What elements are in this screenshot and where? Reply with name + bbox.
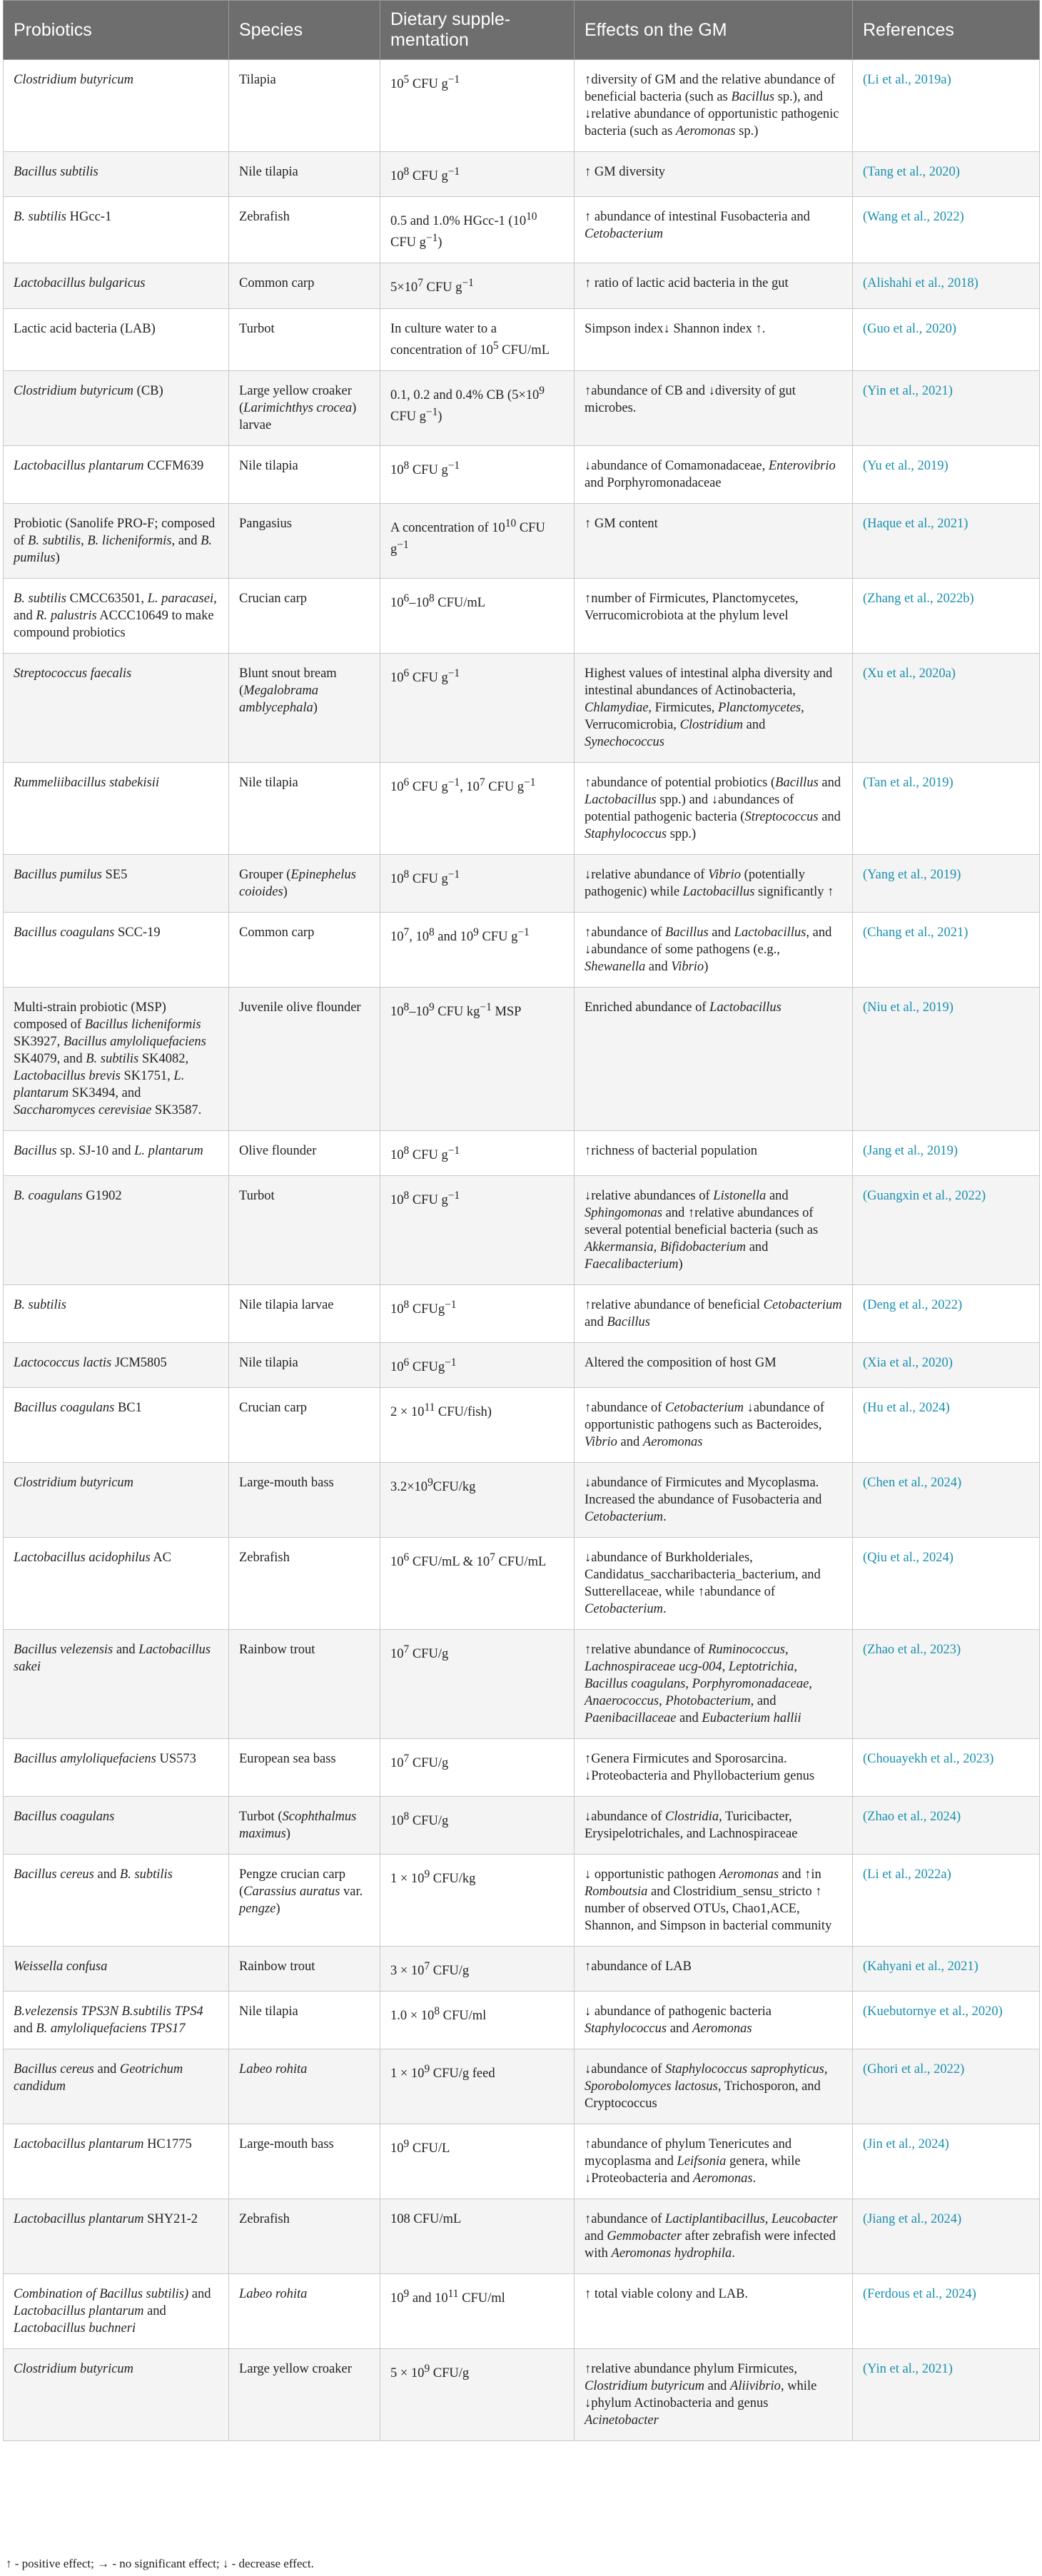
- table-row: [4, 263, 1040, 308]
- cell-species: Labeo rohita: [229, 2274, 380, 2349]
- table-row: [4, 912, 1040, 987]
- cell-dietary-supplementation: $1 \times 10^9$ CFU/kg: [380, 1855, 575, 1947]
- cell-reference[interactable]: (Kuebutornye et al., 2020): [853, 1992, 1040, 2049]
- table-row: [4, 445, 1040, 503]
- cell-reference[interactable]: (Jiang et al., 2024): [853, 2199, 1040, 2274]
- table-row: [4, 1947, 1040, 1992]
- cell-reference[interactable]: (Zhang et al., 2022b): [853, 578, 1040, 653]
- table-row: [4, 2124, 1040, 2199]
- cell-dietary-supplementation: $10^6$ CFU/mL & $10^7$ CFU/mL: [380, 1538, 575, 1630]
- cell-reference[interactable]: (Xu et al., 2020a): [853, 653, 1040, 762]
- cell-species: Pangasius: [229, 503, 380, 578]
- cell-species: Large-mouth bass: [229, 1463, 380, 1538]
- table-row: [4, 1130, 1040, 1175]
- cell-effects-on-gm: ↑ abundance of intestinal Fusobacteria and Cetobacterium: [575, 197, 853, 263]
- cell-probiotic: Clostridium butyricum: [4, 60, 229, 152]
- cell-effects-on-gm: ↓ abundance of pathogenic bacteria Staphylococcus and Aeromonas: [575, 1992, 853, 2049]
- cell-probiotic: Bacillus sp. SJ-10 and L. plantarum: [4, 1130, 229, 1175]
- cell-effects-on-gm: ↑richness of bacterial population: [575, 1130, 853, 1175]
- cell-probiotic: Bacillus velezensis and Lactobacillus sakei: [4, 1630, 229, 1739]
- cell-effects-on-gm: ↑ ratio of lactic acid bacteria in the gut: [575, 263, 853, 308]
- cell-species: Turbot (Scophthalmus maximus): [229, 1797, 380, 1855]
- table-row: [4, 370, 1040, 445]
- header-probiotics: Probiotics: [4, 1, 229, 60]
- table-row: [4, 1175, 1040, 1284]
- cell-species: Olive flounder: [229, 1130, 380, 1175]
- cell-dietary-supplementation: $1 \times 10^9$ CFU/g feed: [380, 2049, 575, 2124]
- table-row: [4, 1630, 1040, 1739]
- cell-effects-on-gm: ↑abundance of Cetobacterium ↓abundance of opportunistic pathogens such as Bacteroides, Vibrio and Aeromonas: [575, 1388, 853, 1463]
- cell-species: Nile tilapia: [229, 1342, 380, 1387]
- cell-probiotic: Lactobacillus plantarum HC1775: [4, 2124, 229, 2199]
- cell-probiotic: B. subtilis HGcc-1: [4, 197, 229, 263]
- cell-species: Zebrafish: [229, 197, 380, 263]
- cell-reference[interactable]: (Li et al., 2022a): [853, 1855, 1040, 1947]
- table-header-row: [4, 1, 1040, 60]
- cell-probiotic: B.velezensis TPS3N B.subtilis TPS4 and B. amyloliquefaciens TPS17: [4, 1992, 229, 2049]
- cell-effects-on-gm: ↑abundance of LAB: [575, 1947, 853, 1992]
- table-row: [4, 2274, 1040, 2349]
- table-row: [4, 60, 1040, 152]
- cell-dietary-supplementation: $3.2\times 10^9CFU/kg$: [380, 1463, 575, 1538]
- cell-probiotic: Bacillus cereus and B. subtilis: [4, 1855, 229, 1947]
- cell-species: Nile tilapia: [229, 1992, 380, 2049]
- header-effects-on-gm: Effects on the GM: [575, 1, 853, 60]
- cell-effects-on-gm: ↑diversity of GM and the relative abundance of beneficial bacteria (such as Bacillus sp.), and ↓relative abundance of opportunistic pathogenic bacteria (such as Aeromonas sp.): [575, 60, 853, 152]
- table-row: [4, 1739, 1040, 1797]
- cell-dietary-supplementation: $10^8-10^9$ CFU $kg^{-1}$ MSP: [380, 987, 575, 1130]
- cell-effects-on-gm: Simpson index↓ Shannon index ↑.: [575, 308, 853, 370]
- cell-reference[interactable]: (Haque et al., 2021): [853, 503, 1040, 578]
- cell-reference[interactable]: (Chouayekh et al., 2023): [853, 1739, 1040, 1797]
- cell-effects-on-gm: ↓relative abundances of Listonella and Sphingomonas and ↑relative abundances of several potential beneficial bacteria (such as Akkermansia, Bifidobacterium and Faecalibacterium): [575, 1175, 853, 1284]
- cell-reference[interactable]: (Niu et al., 2019): [853, 987, 1040, 1130]
- cell-probiotic: Weissella confusa: [4, 1947, 229, 1992]
- cell-probiotic: Clostridium butyricum: [4, 1463, 229, 1538]
- cell-reference[interactable]: (Jin et al., 2024): [853, 2124, 1040, 2199]
- cell-species: Nile tilapia larvae: [229, 1284, 380, 1342]
- cell-effects-on-gm: ↑abundance of Lactiplantibacillus, Leucobacter and Gemmobacter after zebrafish were infected with Aeromonas hydrophila.: [575, 2199, 853, 2274]
- cell-reference[interactable]: (Yang et al., 2019): [853, 854, 1040, 912]
- table-footnote: ↑ - positive effect; → - no significant effect; ↓ - decrease effect.: [6, 2557, 314, 2570]
- cell-effects-on-gm: ↓ opportunistic pathogen Aeromonas and ↑in Romboutsia and Clostridium_sensu_stricto ↑ number of observed OTUs, Chao1,ACE, Shannon, and Simpson in bacterial community: [575, 1855, 853, 1947]
- cell-probiotic: Lactobacillus acidophilus AC: [4, 1538, 229, 1630]
- table-row: [4, 1284, 1040, 1342]
- cell-reference[interactable]: (Jang et al., 2019): [853, 1130, 1040, 1175]
- cell-reference[interactable]: (Yin et al., 2021): [853, 2349, 1040, 2441]
- cell-species: Zebrafish: [229, 2199, 380, 2274]
- cell-dietary-supplementation: $1.0 \times 10^8$ CFU/ml: [380, 1992, 575, 2049]
- cell-species: Crucian carp: [229, 1388, 380, 1463]
- cell-probiotic: Rummeliibacillus stabekisii: [4, 762, 229, 854]
- cell-dietary-supplementation: $10^8$ CFU $g^{-1}$: [380, 152, 575, 197]
- cell-species: Zebrafish: [229, 1538, 380, 1630]
- cell-effects-on-gm: Highest values of intestinal alpha diversity and intestinal abundances of Actinobacteria, Chlamydiae, Firmicutes, Planctomycetes, Verrucomicrobia, Clostridium and Synechococcus: [575, 653, 853, 762]
- cell-probiotic: Bacillus coagulans: [4, 1797, 229, 1855]
- cell-reference[interactable]: (Guangxin et al., 2022): [853, 1175, 1040, 1284]
- cell-species: Large yellow croaker: [229, 2349, 380, 2441]
- table-row: [4, 854, 1040, 912]
- cell-probiotic: Streptococcus faecalis: [4, 653, 229, 762]
- table-row: [4, 2199, 1040, 2274]
- cell-effects-on-gm: ↓abundance of Firmicutes and Mycoplasma. Increased the abundance of Fusobacteria and Cetobacterium.: [575, 1463, 853, 1538]
- cell-effects-on-gm: ↑relative abundance phylum Firmicutes, Clostridium butyricum and Aliivibrio, while ↓phylum Actinobacteria and genus Acinetobacter: [575, 2349, 853, 2441]
- cell-dietary-supplementation: $10^7$ CFU/g: [380, 1739, 575, 1797]
- cell-dietary-supplementation: $10^6$ CFUg$^{-1}$: [380, 1342, 575, 1387]
- table-row: [4, 987, 1040, 1130]
- cell-reference[interactable]: (Alishahi et al., 2018): [853, 263, 1040, 308]
- cell-dietary-supplementation: $5 \times 10^9$ CFU/g: [380, 2349, 575, 2441]
- cell-reference[interactable]: (Chen et al., 2024): [853, 1463, 1040, 1538]
- cell-probiotic: Bacillus amyloliquefaciens US573: [4, 1739, 229, 1797]
- cell-reference[interactable]: (Zhao et al., 2023): [853, 1630, 1040, 1739]
- header-references: References: [853, 1, 1040, 60]
- table-row: [4, 1342, 1040, 1387]
- cell-reference[interactable]: (Xia et al., 2020): [853, 1342, 1040, 1387]
- cell-dietary-supplementation: In culture water to a concentration of $10^5$ CFU/mL: [380, 308, 575, 370]
- cell-effects-on-gm: ↓abundance of Staphylococcus saprophyticus, Sporobolomyces lactosus, Trichosporon, and Cryptococcus: [575, 2049, 853, 2124]
- cell-probiotic: Bacillus pumilus SE5: [4, 854, 229, 912]
- cell-species: Large-mouth bass: [229, 2124, 380, 2199]
- cell-reference[interactable]: (Wang et al., 2022): [853, 197, 1040, 263]
- cell-probiotic: Lactobacillus plantarum SHY21-2: [4, 2199, 229, 2274]
- cell-effects-on-gm: ↑relative abundance of beneficial Cetobacterium and Bacillus: [575, 1284, 853, 1342]
- cell-reference[interactable]: (Zhao et al., 2024): [853, 1797, 1040, 1855]
- cell-reference[interactable]: (Guo et al., 2020): [853, 308, 1040, 370]
- cell-probiotic: Combination of Bacillus subtilis) and Lactobacillus plantarum and Lactobacillus buchneri: [4, 2274, 229, 2349]
- cell-reference[interactable]: (Tan et al., 2019): [853, 762, 1040, 854]
- cell-dietary-supplementation: $10^5$ CFU $g^{-1}$: [380, 60, 575, 152]
- cell-species: Pengze crucian carp (Carassius auratus var. pengze): [229, 1855, 380, 1947]
- cell-probiotic: Lactococcus lactis JCM5805: [4, 1342, 229, 1387]
- cell-probiotic: Lactobacillus plantarum CCFM639: [4, 445, 229, 503]
- cell-probiotic: Bacillus coagulans BC1: [4, 1388, 229, 1463]
- cell-probiotic: Multi-strain probiotic (MSP) composed of Bacillus licheniformis SK3927, Bacillus amyloliquefaciens SK4079, and B. subtilis SK4082, Lactobacillus brevis SK1751, L. plantarum SK3494, and Saccharomyces cerevisiae SK3587.: [4, 987, 229, 1130]
- cell-dietary-supplementation: 108 CFU/mL: [380, 2199, 575, 2274]
- cell-species: Turbot: [229, 1175, 380, 1284]
- cell-dietary-supplementation: $5\times 10^7$ CFU $g^{-1}$: [380, 263, 575, 308]
- cell-reference[interactable]: (Chang et al., 2021): [853, 912, 1040, 987]
- cell-species: Tilapia: [229, 60, 380, 152]
- cell-species: Labeo rohita: [229, 2049, 380, 2124]
- cell-reference[interactable]: (Ferdous et al., 2024): [853, 2274, 1040, 2349]
- cell-effects-on-gm: ↓relative abundance of Vibrio (potentially pathogenic) while Lactobacillus significantly ↑: [575, 854, 853, 912]
- table-row: [4, 653, 1040, 762]
- cell-species: Juvenile olive flounder: [229, 987, 380, 1130]
- cell-effects-on-gm: ↓abundance of Comamonadaceae, Enterovibrio and Porphyromonadaceae: [575, 445, 853, 503]
- cell-dietary-supplementation: $10^6-10^8$ CFU/mL: [380, 578, 575, 653]
- cell-probiotic: Clostridium butyricum: [4, 2349, 229, 2441]
- cell-species: Large yellow croaker (Larimichthys crocea) larvae: [229, 370, 380, 445]
- table-row: [4, 1388, 1040, 1463]
- table-body: [4, 60, 1040, 2441]
- table-row: [4, 503, 1040, 578]
- cell-dietary-supplementation: $10^7$, $10^8$ and $10^9$ CFU $g^{-1}$: [380, 912, 575, 987]
- cell-dietary-supplementation: A concentration of $10^{10}$ CFU $g^{-1}$: [380, 503, 575, 578]
- cell-reference[interactable]: (Kahyani et al., 2021): [853, 1947, 1040, 1992]
- table-row: [4, 2049, 1040, 2124]
- cell-probiotic: Lactic acid bacteria (LAB): [4, 308, 229, 370]
- cell-species: Turbot: [229, 308, 380, 370]
- cell-species: Rainbow trout: [229, 1947, 380, 1992]
- cell-effects-on-gm: ↑abundance of potential probiotics (Bacillus and Lactobacillus spp.) and ↓abundances of potential pathogenic bacteria (Streptococcus and Staphylococcus spp.): [575, 762, 853, 854]
- cell-species: Crucian carp: [229, 578, 380, 653]
- cell-reference[interactable]: (Ghori et al., 2022): [853, 2049, 1040, 2124]
- cell-dietary-supplementation: $10^9$ CFU/L: [380, 2124, 575, 2199]
- table-row: [4, 762, 1040, 854]
- cell-effects-on-gm: Altered the composition of host GM: [575, 1342, 853, 1387]
- cell-reference[interactable]: (Deng et al., 2022): [853, 1284, 1040, 1342]
- cell-species: Nile tilapia: [229, 762, 380, 854]
- cell-species: European sea bass: [229, 1739, 380, 1797]
- cell-dietary-supplementation: $10^6$ CFU $g^{-1}$, $10^7$ CFU $g^{-1}$: [380, 762, 575, 854]
- cell-species: Nile tilapia: [229, 152, 380, 197]
- table-row: [4, 2349, 1040, 2441]
- cell-reference[interactable]: (Li et al., 2019a): [853, 60, 1040, 152]
- cell-reference[interactable]: (Hu et al., 2024): [853, 1388, 1040, 1463]
- cell-species: Blunt snout bream (Megalobrama amblycephala): [229, 653, 380, 762]
- cell-probiotic: Bacillus subtilis: [4, 152, 229, 197]
- cell-effects-on-gm: ↑abundance of Bacillus and Lactobacillus, and ↓abundance of some pathogens (e.g., Shewanella and Vibrio): [575, 912, 853, 987]
- cell-probiotic: Clostridium butyricum (CB): [4, 370, 229, 445]
- cell-effects-on-gm: ↓abundance of Clostridia, Turicibacter, Erysipelotrichales, and Lachnospiraceae: [575, 1797, 853, 1855]
- cell-dietary-supplementation: $10^7$ CFU/g: [380, 1630, 575, 1739]
- cell-probiotic: B. coagulans G1902: [4, 1175, 229, 1284]
- cell-reference[interactable]: (Yin et al., 2021): [853, 370, 1040, 445]
- cell-dietary-supplementation: $2 \times 10^{11}$ CFU/fish): [380, 1388, 575, 1463]
- cell-reference[interactable]: (Tang et al., 2020): [853, 152, 1040, 197]
- cell-effects-on-gm: ↑abundance of phylum Tenericutes and mycoplasma and Leifsonia genera, while ↓Proteobacteria and Aeromonas.: [575, 2124, 853, 2199]
- cell-effects-on-gm: ↑number of Firmicutes, Planctomycetes, Verrucomicrobiota at the phylum level: [575, 578, 853, 653]
- table-row: [4, 1463, 1040, 1538]
- cell-species: Nile tilapia: [229, 445, 380, 503]
- cell-effects-on-gm: ↓abundance of Burkholderiales, Candidatus_saccharibacteria_bacterium, and Sutterellaceae, while ↑abundance of Cetobacterium.: [575, 1538, 853, 1630]
- cell-species: Common carp: [229, 912, 380, 987]
- header-dietary-supplementation: Dietary supple-mentation: [380, 1, 575, 60]
- cell-effects-on-gm: ↑Genera Firmicutes and Sporosarcina. ↓Proteobacteria and Phyllobacterium genus: [575, 1739, 853, 1797]
- cell-dietary-supplementation: $10^9$ and $10^{11}$ CFU/ml: [380, 2274, 575, 2349]
- cell-dietary-supplementation: $10^8$ CFU/g: [380, 1797, 575, 1855]
- table-row: [4, 1538, 1040, 1630]
- cell-reference[interactable]: (Qiu et al., 2024): [853, 1538, 1040, 1630]
- cell-dietary-supplementation: 0.1, 0.2 and 0.4% CB ($5\times 10^9$ CFU $g^{-1}$): [380, 370, 575, 445]
- cell-effects-on-gm: ↑ total viable colony and LAB.: [575, 2274, 853, 2349]
- cell-effects-on-gm: ↑ GM diversity: [575, 152, 853, 197]
- cell-species: Rainbow trout: [229, 1630, 380, 1739]
- header-species: Species: [229, 1, 380, 60]
- cell-probiotic: Lactobacillus bulgaricus: [4, 263, 229, 308]
- cell-dietary-supplementation: 0.5 and 1.0% HGcc-1 ($10^{10}$ CFU $g^{-1}$): [380, 197, 575, 263]
- cell-dietary-supplementation: $10^8$ CFU $g^{-1}$: [380, 854, 575, 912]
- table-row: [4, 308, 1040, 370]
- probiotics-table: [3, 0, 1040, 2441]
- cell-species: Grouper (Epinephelus coioides): [229, 854, 380, 912]
- table-row: [4, 197, 1040, 263]
- cell-probiotic: Bacillus coagulans SCC-19: [4, 912, 229, 987]
- cell-effects-on-gm: ↑relative abundance of Ruminococcus, Lachnospiraceae ucg-004, Leptotrichia, Bacillus coagulans, Porphyromonadaceae, Anaerococcus, Photobacterium, and Paenibacillaceae and Eubacterium hallii: [575, 1630, 853, 1739]
- cell-dietary-supplementation: $10^8$ CFU $g^{-1}$: [380, 1130, 575, 1175]
- cell-species: Common carp: [229, 263, 380, 308]
- cell-effects-on-gm: ↑ GM content: [575, 503, 853, 578]
- cell-effects-on-gm: ↑abundance of CB and ↓diversity of gut microbes.: [575, 370, 853, 445]
- cell-reference[interactable]: (Yu et al., 2019): [853, 445, 1040, 503]
- table-row: [4, 152, 1040, 197]
- table-row: [4, 1992, 1040, 2049]
- table-row: [4, 1855, 1040, 1947]
- cell-effects-on-gm: Enriched abundance of Lactobacillus: [575, 987, 853, 1130]
- cell-dietary-supplementation: $10^8$ CFU $g^{-1}$: [380, 1175, 575, 1284]
- table-row: [4, 1797, 1040, 1855]
- table-row: [4, 578, 1040, 653]
- cell-dietary-supplementation: $3 \times 10^7$ CFU/g: [380, 1947, 575, 1992]
- cell-probiotic: B. subtilis CMCC63501, L. paracasei, and R. palustris ACCC10649 to make compound probiotics: [4, 578, 229, 653]
- cell-probiotic: Probiotic (Sanolife PRO-F; composed of B. subtilis, B. licheniformis, and B. pumilus): [4, 503, 229, 578]
- cell-probiotic: B. subtilis: [4, 1284, 229, 1342]
- cell-probiotic: Bacillus cereus and Geotrichum candidum: [4, 2049, 229, 2124]
- cell-dietary-supplementation: $10^6$ CFU $g^{-1}$: [380, 653, 575, 762]
- cell-dietary-supplementation: $10^8$ CFUg$^{-1}$: [380, 1284, 575, 1342]
- cell-dietary-supplementation: $10^8$ CFU $g^{-1}$: [380, 445, 575, 503]
